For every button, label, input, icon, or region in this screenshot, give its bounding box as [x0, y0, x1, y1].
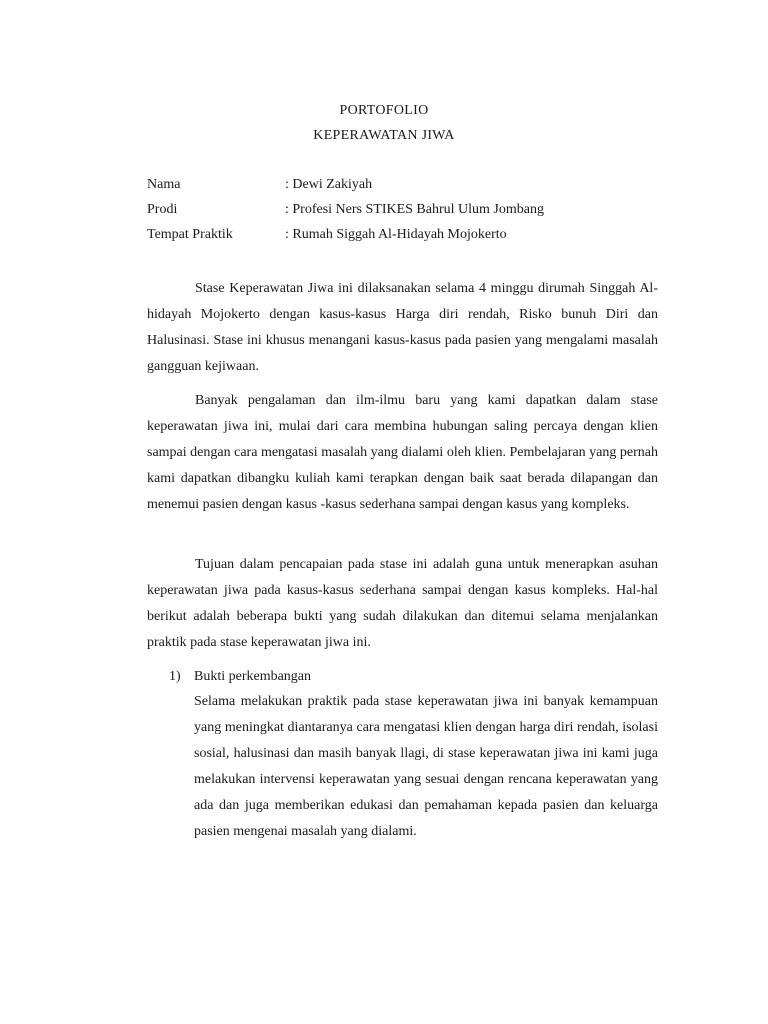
list-item-body: Selama melakukan praktik pada stase keperawatan jiwa ini banyak kemampuan yang meningkat diantaranya cara mengatasi klien dengan harga diri rendah, isolasi sosial, halusinasi dan masih banyak llagi, di stase keperawatan jiwa ini kami juga melakukan intervensi keperawatan yang sesuai dengan rencana keperawatan yang ada dan juga memberikan edukasi dan pemahaman kepada pasien dan keluarga pasien mengenai masalah yang dialami.: [194, 694, 658, 839]
identity-value: : Dewi Zakiyah: [285, 177, 373, 192]
document-subtitle: KEPERAWATAN JIWA: [313, 128, 455, 143]
identity-row-name: [147, 176, 667, 201]
list-item-heading: Bukti perkembangan: [194, 669, 312, 684]
identity-value: : Profesi Ners STIKES Bahrul Ulum Jombang: [285, 202, 544, 217]
identity-value: : Rumah Siggah Al-Hidayah Mojokerto: [285, 227, 507, 242]
body-paragraph-1: Stase Keperawatan Jiwa ini dilaksanakan selama 4 minggu dirumah Singgah Al-hidayah Mojokerto dengan kasus-kasus Harga diri rendah, Risko bunuh Diri dan Halusinasi. Stase ini khusus menangani kasus-kasus pada pasien yang mengalami masalah gangguan kejiwaan.: [147, 281, 658, 374]
list-item-number: 1): [169, 669, 181, 684]
identity-label: Prodi: [147, 202, 178, 217]
body-paragraph-3: Tujuan dalam pencapaian pada stase ini adalah guna untuk menerapkan asuhan keperawatan jiwa pada kasus-kasus sederhana sampai dengan kasus kompleks. Hal-hal berikut adalah beberapa bukti yang sudah dilakukan dan ditemui selama menjalankan praktik pada stase keperawatan jiwa ini.: [147, 557, 658, 650]
identity-label: Nama: [147, 177, 181, 192]
identity-row-prodi: [147, 201, 667, 226]
body-paragraph-2: Banyak pengalaman dan ilm-ilmu baru yang kami dapatkan dalam stase keperawatan jiwa ini, mulai dari cara membina hubungan saling percaya dengan klien sampai dengan cara mengatasi masalah yang dialami oleh klien. Pembelajaran yang pernah kami dapatkan dibangku kuliah kami terapkan dengan baik saat berada dilapangan dan menemui pasien dengan kasus -kasus sederhana sampai dengan kasus yang kompleks.: [147, 393, 658, 512]
list-item-head: [169, 666, 658, 688]
list-item: [169, 666, 658, 845]
identity-row-tempat-praktik: [147, 226, 667, 251]
document-title: PORTOFOLIO: [339, 103, 429, 118]
identity-label: Tempat Praktik: [147, 227, 233, 242]
identity-block: [147, 176, 667, 251]
